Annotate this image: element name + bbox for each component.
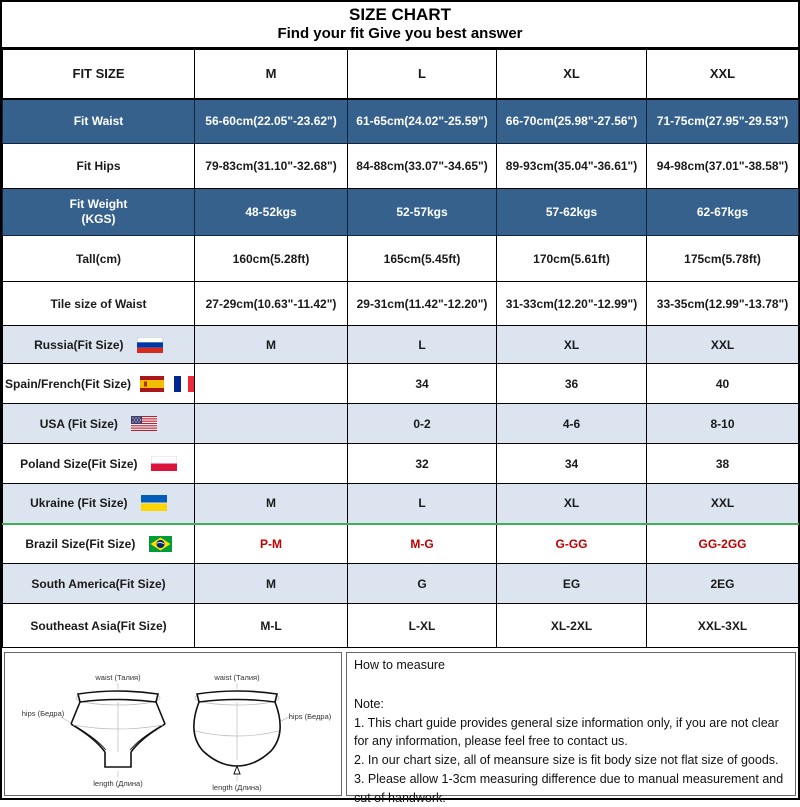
row-label-cell [3, 364, 195, 404]
cell: 34 [348, 364, 497, 404]
table-row-fit-weight [3, 189, 799, 236]
note-title: Note: [354, 696, 384, 711]
table-header-row [3, 50, 799, 99]
table-row-south-america [3, 564, 799, 604]
cell: 56-60cm(22.05"-23.62") [195, 99, 348, 144]
poland-flag-icon [151, 456, 177, 471]
row-label: Spain/French(Fit Size) [5, 376, 132, 391]
table-row-usa [3, 404, 799, 444]
title-block [2, 2, 798, 49]
row-label-cell [3, 524, 195, 564]
cell: G [348, 564, 497, 604]
back-length-label: length (Длина) [212, 783, 262, 792]
cell: 34 [497, 444, 647, 484]
cell: 8-10 [647, 404, 799, 444]
row-label: Fit Waist [3, 99, 195, 144]
cell: XXL [647, 484, 799, 524]
back-waist-label: waist (Талия) [214, 673, 260, 682]
cell: XXL-3XL [647, 604, 799, 648]
cell: 31-33cm(12.20"-12.99") [497, 282, 647, 326]
bottom-section [2, 648, 798, 805]
cell: 33-35cm(12.99"-13.78") [647, 282, 799, 326]
note-3: 3. Please allow 1-3cm measuring difference due to manual measurement and cut of handwork. [354, 771, 784, 805]
table-row-ukraine [3, 484, 799, 524]
measure-notes-box [346, 652, 796, 805]
underwear-measure-diagram [5, 653, 341, 796]
front-length-label: length (Длина) [93, 779, 143, 788]
size-chart-table [2, 49, 799, 648]
cell: 4-6 [497, 404, 647, 444]
cell: 38 [647, 444, 799, 484]
usa-flag-icon [131, 416, 157, 431]
table-row-tile-size [3, 282, 799, 326]
russia-flag-icon [137, 337, 163, 353]
row-label-line2: (KGS) [81, 212, 116, 226]
measuring-diagram-box [4, 652, 342, 796]
row-label-line1: Fit Weight [69, 197, 128, 211]
header-col-l: L [348, 50, 497, 99]
row-label-cell [3, 404, 195, 444]
front-waist-label: waist (Талия) [95, 673, 141, 682]
cell: M [195, 326, 348, 364]
cell: 32 [348, 444, 497, 484]
table-row-brazil [3, 524, 799, 564]
cell [195, 404, 348, 444]
cell: G-GG [497, 524, 647, 564]
cell: L-XL [348, 604, 497, 648]
row-label: Ukraine (Fit Size) [30, 496, 128, 511]
header-col-xl: XL [497, 50, 647, 99]
cell: 61-65cm(24.02"-25.59") [348, 99, 497, 144]
note-2: 2. In our chart size, all of meansure size is fit body size not flat size of goods. [354, 753, 779, 767]
cell [195, 444, 348, 484]
cell: 165cm(5.45ft) [348, 236, 497, 282]
row-label: Poland Size(Fit Size) [20, 456, 138, 471]
row-label: USA (Fit Size) [39, 416, 118, 431]
header-col-m: M [195, 50, 348, 99]
cell: 71-75cm(27.95"-29.53") [647, 99, 799, 144]
header-fit-size: FIT SIZE [3, 50, 195, 99]
cell: 0-2 [348, 404, 497, 444]
row-label: Tile size of Waist [3, 282, 195, 326]
cell: 79-83cm(31.10"-32.68") [195, 144, 348, 189]
cell: 40 [647, 364, 799, 404]
cell: M [195, 564, 348, 604]
france-flag-icon [174, 376, 195, 392]
page-title: SIZE CHART [349, 5, 451, 24]
row-label-cell [3, 444, 195, 484]
brazil-flag-icon [149, 536, 172, 552]
row-label-cell [3, 484, 195, 524]
cell: M-G [348, 524, 497, 564]
cell: 170cm(5.61ft) [497, 236, 647, 282]
cell: XL-2XL [497, 604, 647, 648]
header-col-xxl: XXL [647, 50, 799, 99]
row-label: Fit Hips [3, 144, 195, 189]
row-label: Russia(Fit Size) [34, 337, 124, 352]
cell: P-M [195, 524, 348, 564]
table-row-poland [3, 444, 799, 484]
row-label-cell [3, 326, 195, 364]
cell: 175cm(5.78ft) [647, 236, 799, 282]
cell: 27-29cm(10.63"-11.42") [195, 282, 348, 326]
cell: M-L [195, 604, 348, 648]
cell: 52-57kgs [348, 189, 497, 236]
cell: 57-62kgs [497, 189, 647, 236]
cell: 66-70cm(25.98"-27.56") [497, 99, 647, 144]
cell: XL [497, 484, 647, 524]
cell: XXL [647, 326, 799, 364]
front-hips-label: hips (Бедра) [21, 709, 65, 718]
cell: 94-98cm(37.01"-38.58") [647, 144, 799, 189]
cell: GG-2GG [647, 524, 799, 564]
table-row-fit-waist [3, 99, 799, 144]
cell: 48-52kgs [195, 189, 348, 236]
cell: L [348, 326, 497, 364]
spain-flag-icon [140, 376, 164, 392]
cell: 84-88cm(33.07"-34.65") [348, 144, 497, 189]
back-hips-label: hips (Бедра) [288, 712, 332, 721]
row-label: Brazil Size(Fit Size) [25, 536, 136, 551]
how-to-measure-heading: How to measure [354, 658, 446, 672]
cell: L [348, 484, 497, 524]
ukraine-flag-icon [141, 495, 167, 511]
table-row-fit-hips [3, 144, 799, 189]
cell: 89-93cm(35.04"-36.61") [497, 144, 647, 189]
cell: XL [497, 326, 647, 364]
cell: 62-67kgs [647, 189, 799, 236]
cell: 2EG [647, 564, 799, 604]
cell: 29-31cm(11.42"-12.20") [348, 282, 497, 326]
table-row-spain-french [3, 364, 799, 404]
table-row-southeast-asia [3, 604, 799, 648]
cell: M [195, 484, 348, 524]
table-row-russia [3, 326, 799, 364]
page-subtitle: Find your fit Give you best answer [277, 25, 523, 43]
cell: EG [497, 564, 647, 604]
cell: 160cm(5.28ft) [195, 236, 348, 282]
table-row-tall [3, 236, 799, 282]
row-label: Southeast Asia(Fit Size) [3, 604, 195, 648]
row-label: South America(Fit Size) [3, 564, 195, 604]
cell [195, 364, 348, 404]
cell: 36 [497, 364, 647, 404]
row-label [3, 189, 195, 236]
row-label: Tall(cm) [3, 236, 195, 282]
note-1: 1. This chart guide provides general size information only, if you are not clear for any information, please feel free to contact us. [354, 715, 779, 749]
